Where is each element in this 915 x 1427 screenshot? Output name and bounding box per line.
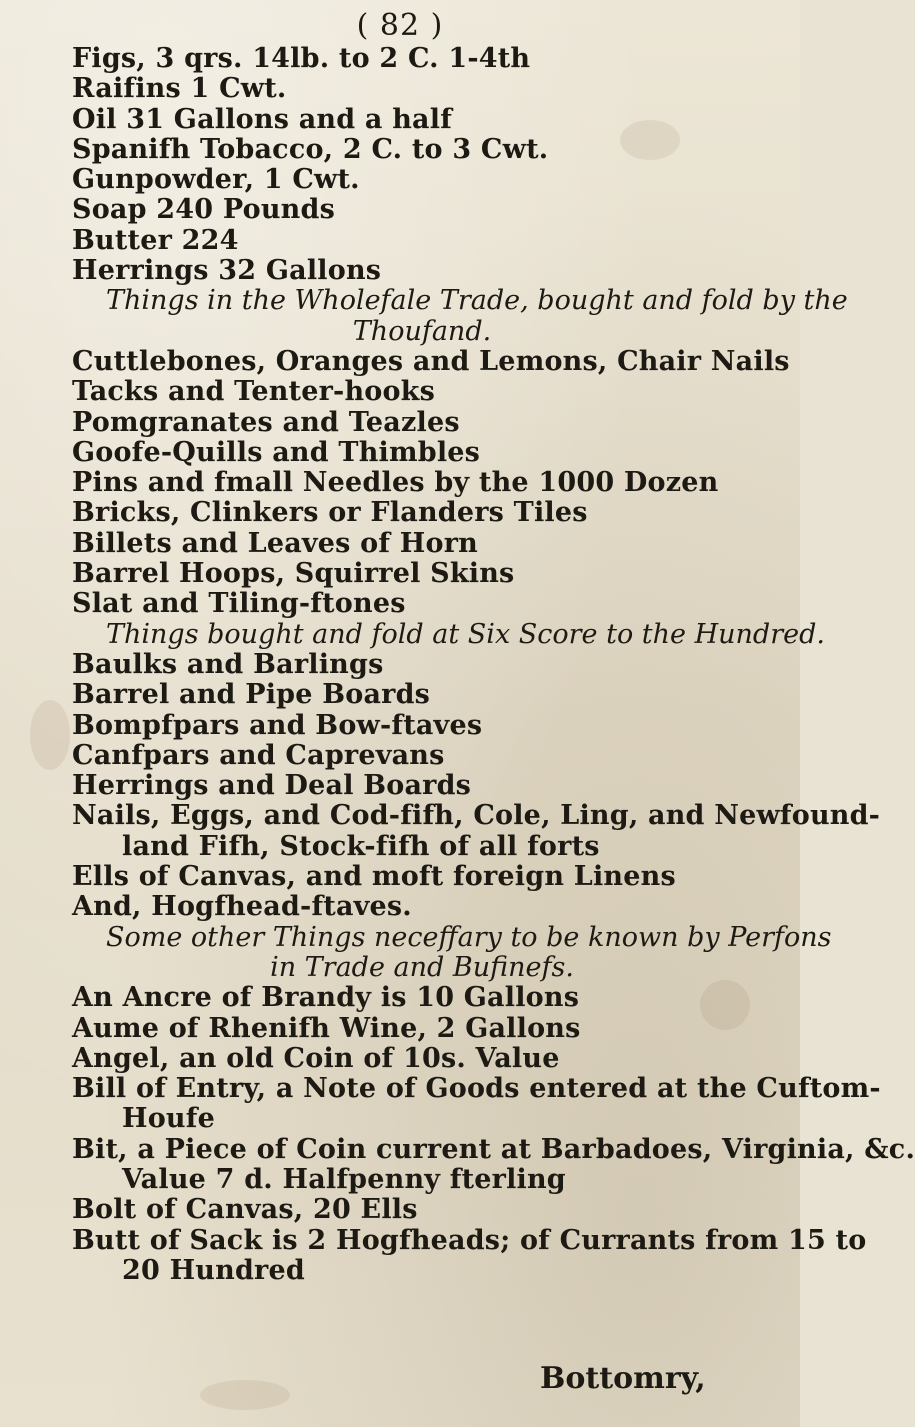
list-line: Barrel Hoops, Squirrel Skins: [72, 558, 515, 590]
list-line: Canfpars and Caprevans: [72, 739, 445, 771]
list-line: Baulks and Barlings: [72, 648, 384, 680]
list-line: Soap 240 Pounds: [72, 194, 335, 226]
list-line: Cuttlebones, Oranges and Lemons, Chair Nails: [72, 345, 790, 377]
list-line: Gunpowder, 1 Cwt.: [72, 164, 360, 196]
section-heading: Some other Things neceffary to be known by Perfons: [106, 921, 832, 953]
list-line: Slat and Tiling-ftones: [72, 588, 406, 620]
list-line: land Fifh, Stock-fifh of all forts: [122, 830, 600, 862]
page-number: ( 82 ): [356, 8, 444, 43]
list-line: Ells of Canvas, and moft foreign Linens: [72, 861, 676, 893]
list-line: And, Hogfhead-ftaves.: [72, 891, 412, 923]
list-line: Bricks, Clinkers or Flanders Tiles: [72, 497, 588, 529]
list-line: Barrel and Pipe Boards: [72, 679, 431, 711]
list-line: Bit, a Piece of Coin current at Barbadoes, Virginia, &c.: [72, 1133, 915, 1165]
list-line: Herrings 32 Gallons: [72, 255, 382, 287]
list-line: Angel, an old Coin of 10s. Value: [72, 1042, 560, 1074]
stain: [200, 1380, 290, 1410]
list-line: Bill of Entry, a Note of Goods entered at the Cuftom-: [72, 1073, 881, 1105]
stain: [30, 700, 70, 770]
list-line: Pomgranates and Teazles: [72, 406, 460, 438]
list-line: Oil 31 Gallons and a half: [72, 103, 453, 135]
list-line: 20 Hundred: [122, 1254, 305, 1286]
list-line: Value 7 d. Halfpenny fterling: [122, 1163, 566, 1195]
list-line: Herrings and Deal Boards: [72, 770, 472, 802]
list-line: Bolt of Canvas, 20 Ells: [72, 1194, 418, 1226]
list-line: Pins and fmall Needles by the 1000 Dozen: [72, 467, 719, 499]
catchword: Bottomry,: [540, 1361, 706, 1396]
list-line: Billets and Leaves of Horn: [72, 527, 478, 559]
list-line: Butter 224: [72, 224, 239, 256]
list-line: Raifins 1 Cwt.: [72, 73, 287, 105]
section-heading: Thoufand.: [352, 315, 492, 347]
list-line: Nails, Eggs, and Cod-fifh, Cole, Ling, and Newfound-: [72, 800, 881, 832]
section-heading: Things in the Wholefale Trade, bought and fold by the: [106, 285, 848, 317]
list-line: An Ancre of Brandy is 10 Gallons: [72, 982, 580, 1014]
list-line: Figs, 3 qrs. 14lb. to 2 C. 1-4th: [72, 43, 531, 74]
list-line: Butt of Sack is 2 Hogfheads; of Currants from 15 to: [72, 1224, 867, 1256]
list-line: Spanifh Tobacco, 2 C. to 3 Cwt.: [72, 133, 549, 165]
list-line: Houfe: [122, 1103, 215, 1135]
section-heading: Things bought and fold at Six Score to the Hundred.: [106, 618, 825, 650]
list-line: Aume of Rhenifh Wine, 2 Gallons: [72, 1012, 581, 1044]
list-line: Bompfpars and Bow-ftaves: [72, 709, 483, 741]
list-line: Tacks and Tenter-hooks: [72, 376, 435, 408]
text-block: [72, 43, 915, 1286]
section-heading: in Trade and Bufinefs.: [270, 951, 574, 983]
list-line: Goofe-Quills and Thimbles: [72, 436, 481, 468]
